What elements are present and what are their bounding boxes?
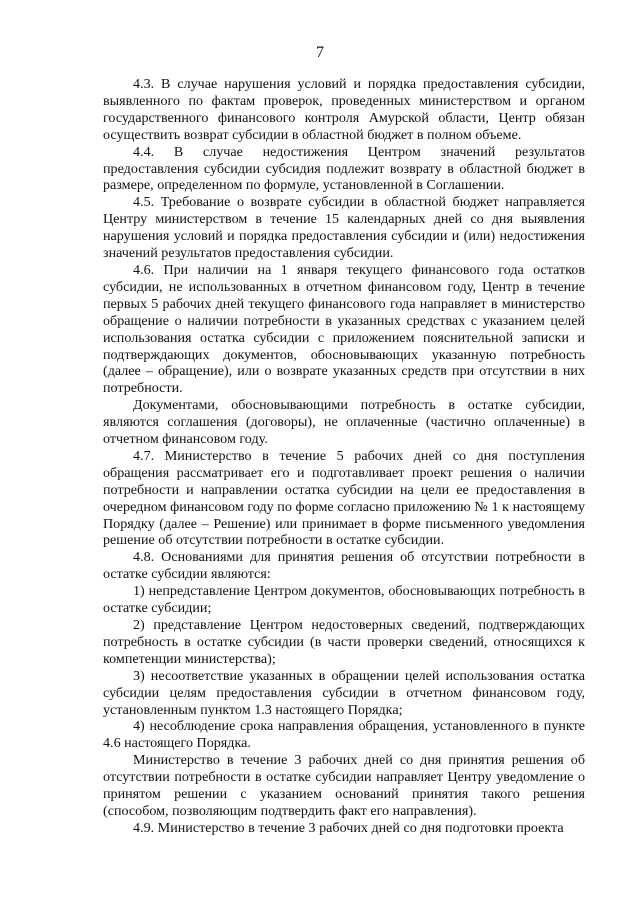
- paragraph-4-8: 4.8. Основаниями для принятия решения об отсутствии потребности в остатке субсидии являются:: [103, 549, 585, 583]
- paragraph-4-3: 4.3. В случае нарушения условий и порядка предоставления субсидии, выявленного по фактам проверок, проведенных министерством и органом государственного финансового контроля Амурской области, Центр обязан осуществить возврат субсидии в областной бюджет в полном объеме.: [103, 76, 585, 143]
- list-item-1: 1) непредставление Центром документов, обосновывающих потребность в остатке субсидии;: [103, 583, 585, 617]
- document-body: [103, 76, 585, 837]
- paragraph-4-7: 4.7. Министерство в течение 5 рабочих дней со дня поступления обращения рассматривает его и подготавливает проект решения о наличии потребности и направлении остатка субсидии на цели ее предоставления в очередном финансовом году по форме согласно приложению № 1 к настоящему Порядку (далее – Решение) или принимает в форме письменного уведомления решение об отсутствии потребности в остатке субсидии.: [103, 447, 585, 549]
- page-number: 7: [316, 44, 324, 61]
- paragraph-4-9: 4.9. Министерство в течение 3 рабочих дней со дня подготовки проекта: [133, 819, 564, 836]
- paragraph-4-5: 4.5. Требование о возврате субсидии в областной бюджет направляется Центру министерством в течение 15 календарных дней со дня выявления нарушения условий и порядка предоставления субсидии и (или) недостижения значений результатов предоставления субсидии.: [103, 194, 585, 262]
- list-item-3: 3) несоответствие указанных в обращении целей использования остатка субсидии целям предоставления субсидии в отчетном финансовом году, установленным пунктом 1.3 настоящего Порядка;: [103, 667, 585, 718]
- paragraph-4-4: 4.4. В случае недостижения Центром значений результатов предоставления субсидии субсидия подлежит возврату в областной бюджет в размере, определенном по формуле, установленной в Соглашении.: [103, 143, 585, 194]
- paragraph-supporting-documents: Документами, обосновывающими потребность в остатке субсидии, являются соглашения (договоры), не оплаченные (частично оплаченные) в отчетном финансовом году.: [103, 397, 585, 448]
- paragraph-notification: Министерство в течение 3 рабочих дней со дня принятия решения об отсутствии потребности в остатке субсидии направляет Центру уведомление о принятом решении с указанием оснований принятия такого решения (способом, позволяющим подтвердить факт его направления).: [103, 752, 585, 819]
- list-item-4: 4) несоблюдение срока направления обращения, установленного в пункте 4.6 настоящего Порядка.: [103, 718, 585, 752]
- paragraph-4-6: 4.6. При наличии на 1 января текущего финансового года остатков субсидии, не использованных в отчетном финансовом году, Центр в течение первых 5 рабочих дней текущего финансового года направляет в министерство обращение о наличии потребности в указанных средствах с указанием целей использования остатка субсидии с приложением пояснительной записки и подтверждающих документов, обосновывающих указанную потребность (далее – обращение), или о возврате указанных средств при отсутствии в них потребности.: [103, 261, 585, 397]
- list-item-2: 2) представление Центром недостоверных сведений, подтверждающих потребность в остатке субсидии (в части проверки сведений, относящихся к компетенции министерства);: [103, 617, 585, 667]
